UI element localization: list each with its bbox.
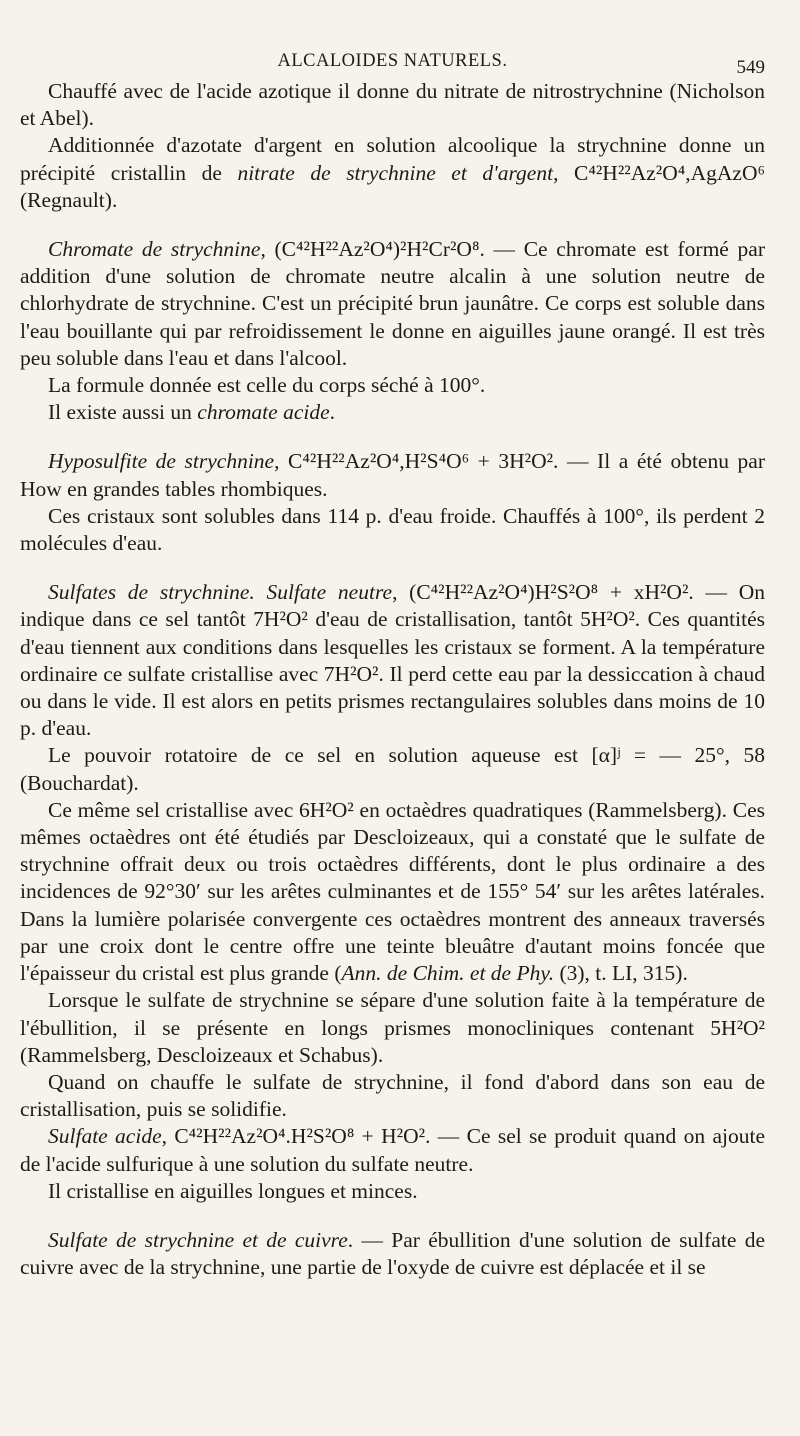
paragraph-sulfates: Sulfates de strychnine. Sulfate neutre, (C⁴²H²²Az²O⁴)H²S²O⁸ + xH²O². — On indique dans ce sel tantôt 7H²O² d'eau de cristallisation, tantôt 5H²O². Ces quantités d'eau tiennent aux conditions dans lesquelles les cristaux se forment. A la température ordinaire ce sulfate cristallise avec 7H²O². Il perd cette eau par la dessiccation à chaud ou dans le vide. Il est alors en petits prismes rectangulaires solubles dans moins de 10 p. d'eau.: [20, 580, 765, 741]
paragraph-cristaux: Ces cristaux sont solubles dans 114 p. d'eau froide. Chauffés à 100°, ils perdent 2 molécules d'eau.: [20, 503, 765, 556]
page: [20, 42, 765, 1281]
paragraph-aiguilles: Il cristallise en aiguilles longues et minces.: [48, 1178, 418, 1203]
paragraph-chauffe: Quand on chauffe le sulfate de strychnine, il fond d'abord dans son eau de cristallisation, puis se solidifie.: [20, 1069, 765, 1122]
paragraph-pouvoir-rotatoire: Le pouvoir rotatoire de ce sel en solution aqueuse est [α]ʲ = — 25°, 58 (Bouchardat).: [20, 743, 765, 795]
section-heading: Sulfate acide: [48, 1124, 162, 1149]
citation: Ann. de Chim. et de Phy.: [341, 961, 555, 986]
paragraph-nitrostrychnine: Chauffé avec de l'acide azotique il donne du nitrate de nitrostrychnine (Nicholson et Abel).: [20, 79, 765, 131]
page-header: [20, 42, 765, 76]
paragraph-ebullition: Lorsque le sulfate de strychnine se sépare d'une solution faite à la température de l'ébullition, il se présente en longs prismes monocliniques contenant 5H²O² (Rammelsberg, Descloizeaux et Schabus).: [20, 988, 765, 1067]
section-heading: Sulfate de strychnine et de cuivre: [48, 1227, 348, 1252]
running-title: ALCALOIDES NATURELS.: [277, 51, 508, 71]
page-number: 549: [736, 57, 765, 78]
paragraph-nitrate-argent: Additionnée d'azotate d'argent en solution alcoolique la strychnine donne un précipité cristallin de nitrate de strychnine et d'argent, C⁴²H²²Az²O⁴,AgAzO⁶ (Regnault).: [20, 133, 765, 212]
paragraph-chromate: Chromate de strychnine, (C⁴²H²²Az²O⁴)²H²Cr²O⁸. — Ce chromate est formé par addition d'une solution de chromate neutre alcalin à une solution neutre de chlorhydrate de strychnine. C'est un précipité brun jaunâtre. Ce corps est soluble dans l'eau bouillante qui par refroidissement le donne en aiguilles jaune orangé. Il est très peu soluble dans l'eau et dans l'alcool.: [20, 237, 765, 370]
compound-name: nitrate de strychnine et d'argent: [237, 160, 554, 185]
section-heading: Sulfates de strychnine. Sulfate neutre: [48, 580, 393, 605]
paragraph-cuivre: Sulfate de strychnine et de cuivre. — Par ébullition d'une solution de sulfate de cuivre avec de la strychnine, une partie de l'oxyde de cuivre est déplacée et il se: [20, 1227, 765, 1280]
paragraph-octaedres: Ce même sel cristallise avec 6H²O² en octaèdres quadratiques (Rammelsberg). Ces mêmes octaèdres ont été étudiés par Descloizeaux, qui a constaté que le sulfate de strychnine offrait deux ou trois octaèdres différents, dont le plus ordinaire a des incidences de 92°30′ sur les arêtes culminantes et de 155° 54′ sur les arêtes latérales. Dans la lumière polarisée convergente ces octaèdres montrent des anneaux traversés par une croix dont le centre offre une teinte bleuâtre d'autant moins foncée que l'épaisseur du cristal est plus grande (Ann. de Chim. et de Phy. (3), t. LI, 315).: [20, 797, 765, 986]
paragraph-hyposulfite: Hyposulfite de strychnine, C⁴²H²²Az²O⁴,H²S⁴O⁶ + 3H²O². — Il a été obtenu par How en grandes tables rhombiques.: [20, 449, 765, 501]
paragraph-chromate-acide: Il existe aussi un chromate acide.: [48, 400, 336, 425]
paragraph-formule: La formule donnée est celle du corps séché à 100°.: [48, 373, 486, 398]
section-heading: Hyposulfite de strychnine: [48, 449, 275, 474]
section-heading: Chromate de strychnine: [48, 237, 261, 262]
paragraph-sulfate-acide: Sulfate acide, C⁴²H²²Az²O⁴.H²S²O⁸ + H²O². — Ce sel se produit quand on ajoute de l'acide sulfurique à une solution du sulfate neutre.: [20, 1124, 765, 1176]
compound-name: chromate acide: [197, 400, 330, 425]
